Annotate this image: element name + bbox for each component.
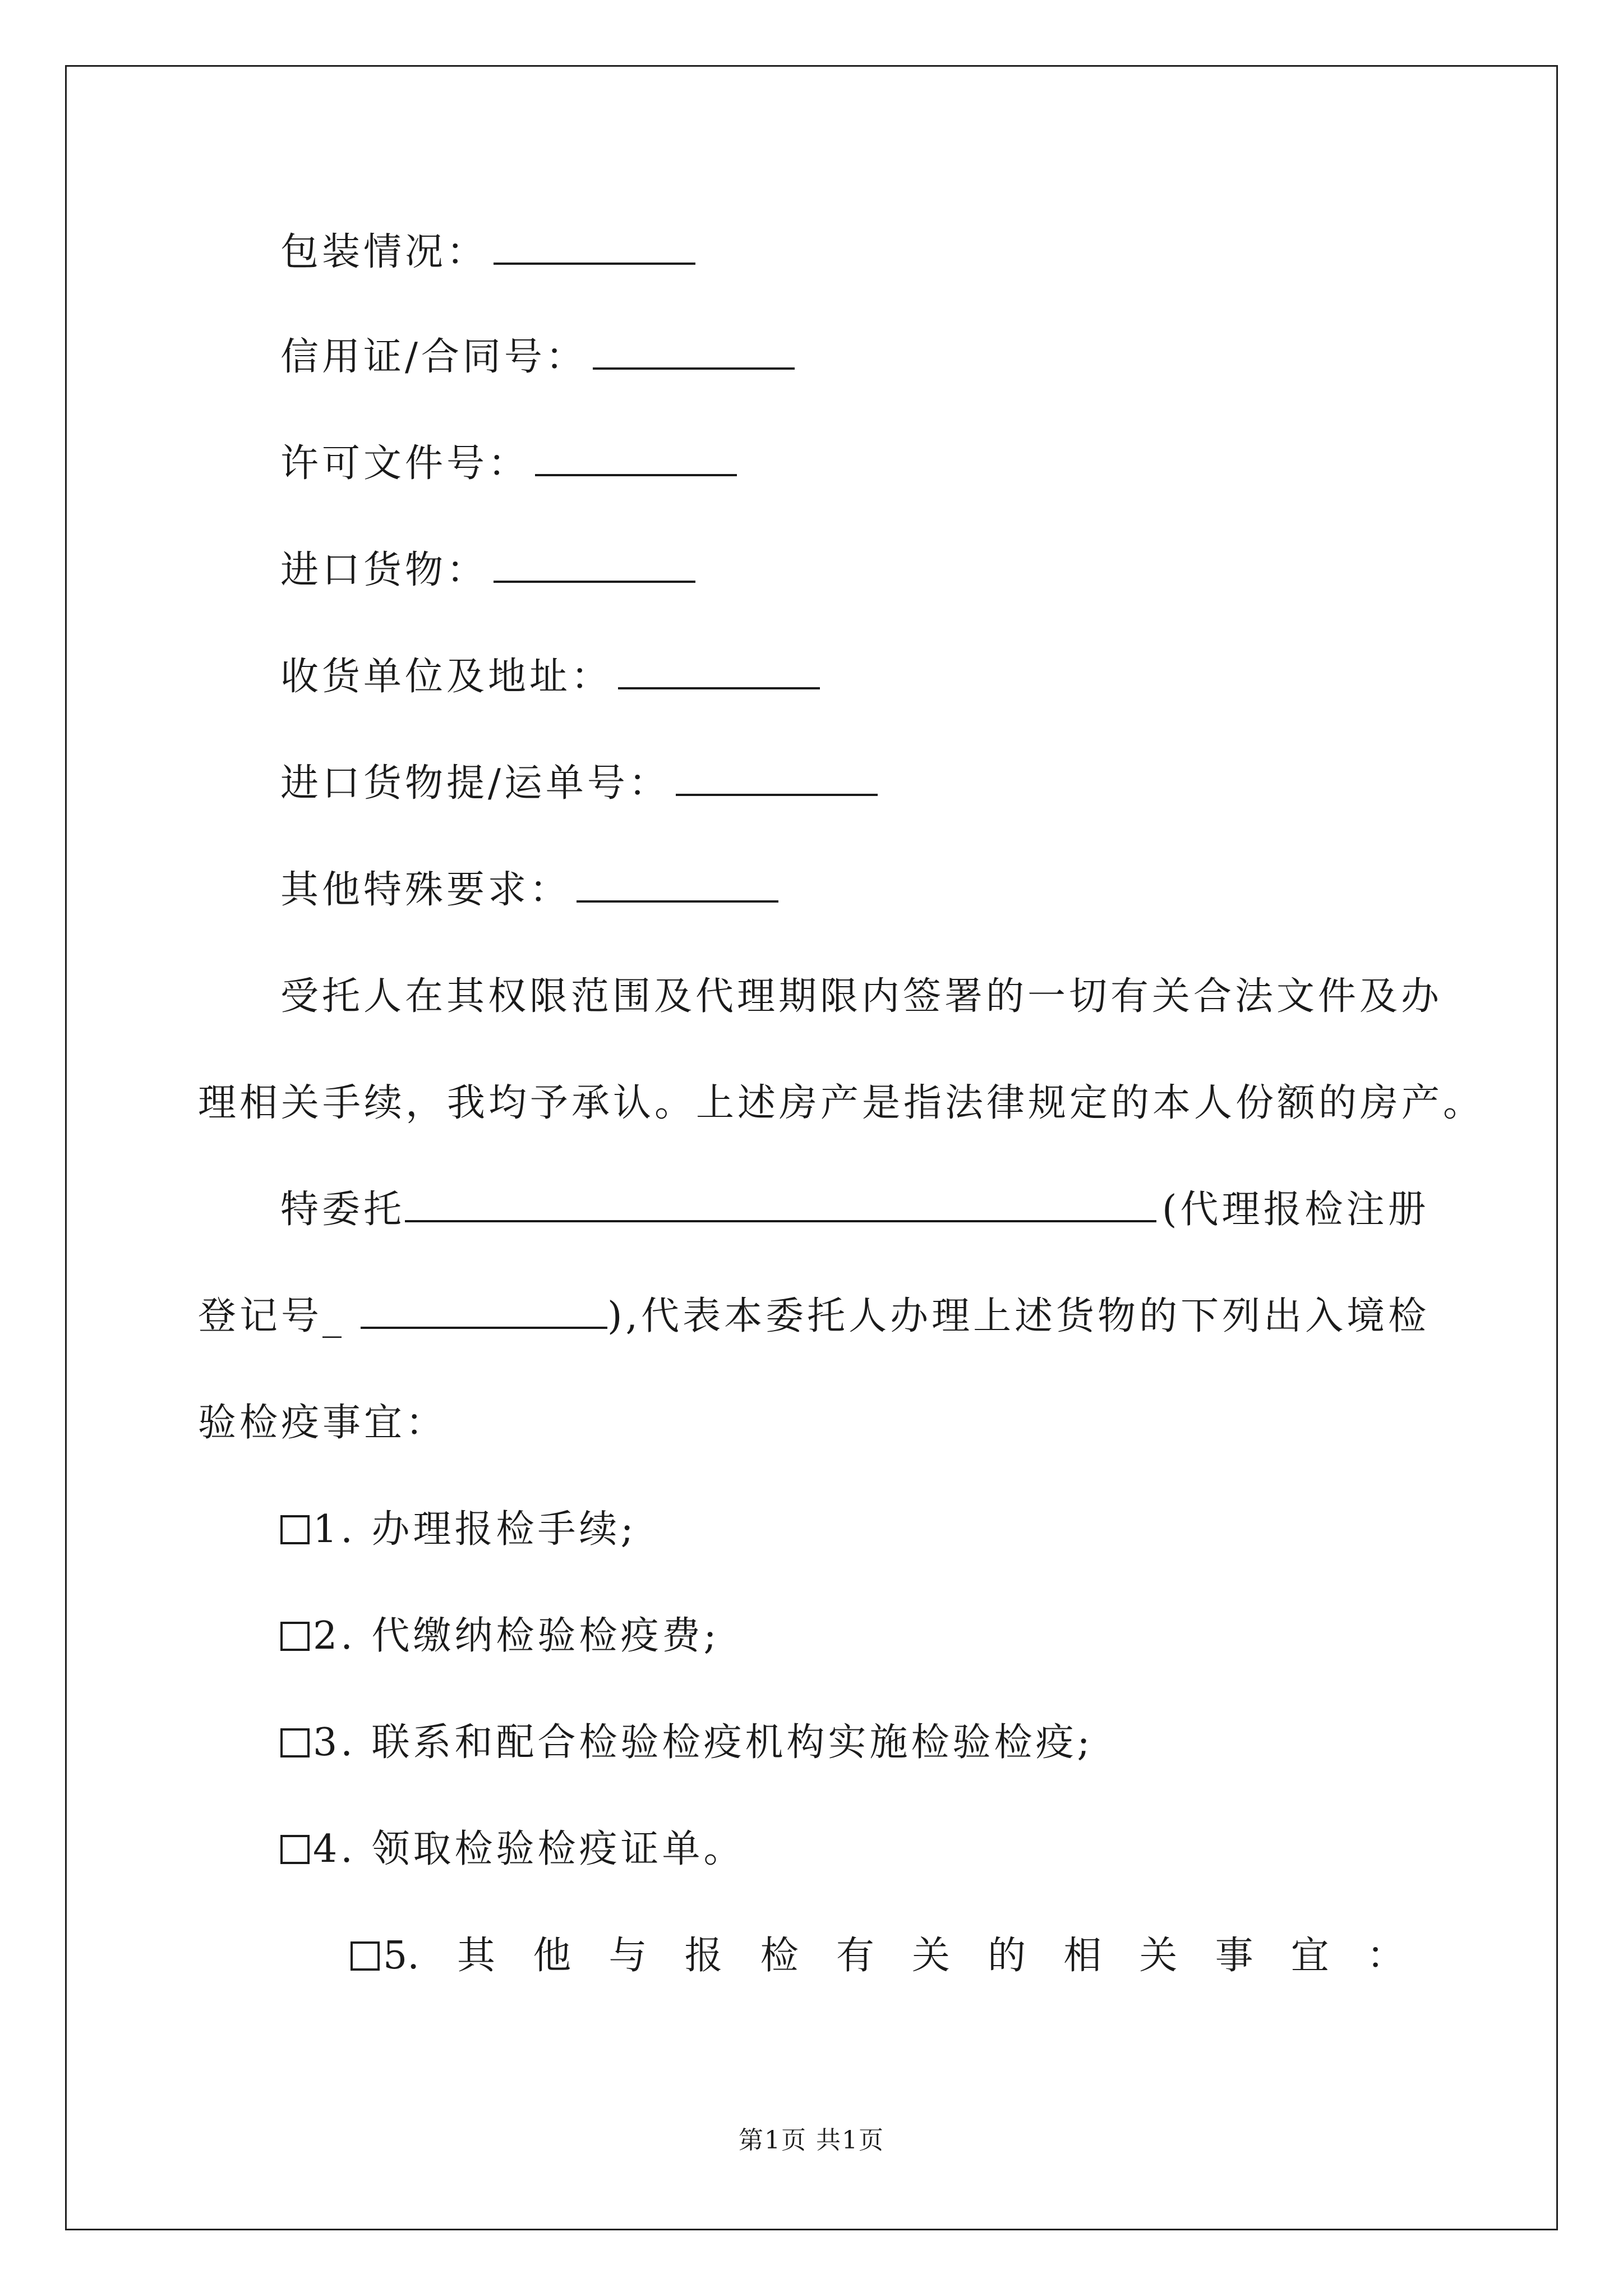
entrust-line-2 [198, 1294, 1430, 1339]
checkbox[interactable] [280, 1728, 310, 1757]
field-consignee [280, 655, 820, 700]
option-number: 5. [383, 1934, 419, 1978]
option-text: 代缴纳检验检疫费; [371, 1614, 720, 1658]
field-label: 收货单位及地址： [280, 655, 613, 699]
field-label: 包装情况： [280, 230, 488, 274]
option-5-head [351, 1934, 419, 1978]
option-number: 4. [313, 1827, 356, 1871]
option-5-char: 关 [911, 1934, 950, 1978]
fill-blank[interactable] [535, 441, 737, 476]
option-5-char: 宜 [1290, 1934, 1329, 1978]
option-2 [280, 1614, 720, 1659]
fill-blank[interactable] [577, 868, 778, 903]
page-frame [65, 65, 1558, 2230]
field-packaging [280, 230, 695, 275]
fill-blank[interactable] [494, 230, 695, 265]
checkbox[interactable] [280, 1835, 310, 1864]
option-5-char: 有 [836, 1934, 874, 1978]
option-number: 1. [313, 1507, 356, 1552]
agent-name-blank[interactable] [405, 1188, 1156, 1222]
option-text: 领取检验检疫证单。 [371, 1827, 745, 1871]
page-number-footer: 第1页 共1页 [739, 2126, 884, 2155]
field-label: 许可文件号： [280, 441, 530, 486]
fill-blank[interactable] [618, 655, 820, 689]
option-5-char: 报 [684, 1934, 723, 1978]
option-5-char: 关 [1139, 1934, 1178, 1978]
option-5-char: 相 [1063, 1934, 1102, 1978]
option-1 [280, 1507, 637, 1552]
field-bill-of-lading [280, 761, 878, 806]
field-special-requirements [280, 868, 778, 913]
option-number: 2. [313, 1614, 356, 1658]
checkbox[interactable] [280, 1622, 310, 1651]
field-label: 进口货物提/运单号： [280, 761, 670, 806]
entrust-suffix: (代理报检注册 [1162, 1188, 1430, 1232]
option-text: 办理报检手续; [371, 1507, 637, 1552]
option-5-char: 其 [457, 1934, 496, 1978]
registration-prefix: 登记号_ [198, 1294, 345, 1338]
checkbox[interactable] [280, 1515, 310, 1544]
option-3 [280, 1720, 1093, 1765]
option-5-char: 检 [760, 1934, 799, 1978]
option-5 [351, 1934, 1405, 1978]
option-5-char: 的 [988, 1934, 1026, 1978]
option-text: 联系和配合检验检疫机构实施检验检疫; [371, 1720, 1094, 1765]
option-number: 3. [313, 1720, 356, 1765]
fill-blank[interactable] [494, 548, 695, 583]
option-5-char: 他 [533, 1934, 571, 1978]
entrust-line-3: 验检疫事宜： [198, 1401, 448, 1445]
registration-number-blank[interactable] [361, 1294, 607, 1329]
field-imported-goods [280, 548, 695, 593]
fill-blank[interactable] [593, 335, 795, 370]
field-label: 进口货物： [280, 548, 488, 592]
field-license-number [280, 441, 737, 486]
field-credit-contract [280, 335, 795, 380]
fill-blank[interactable] [676, 761, 878, 796]
paragraph-line-1: 受托人在其权限范围及代理期限内签署的一切有关合法文件及办 [280, 974, 1443, 1019]
registration-suffix: ),代表本委托人办理上述货物的下列出入境检 [607, 1294, 1430, 1338]
entrust-prefix: 特委托 [280, 1188, 405, 1232]
paragraph-line-2: 理相关手续，我均予承认。上述房产是指法律规定的本人份额的房产。 [198, 1081, 1485, 1125]
option-5-char: ： [1366, 1934, 1405, 1978]
option-5-char: 事 [1215, 1934, 1253, 1978]
checkbox[interactable] [351, 1941, 380, 1971]
entrust-line-1 [280, 1188, 1430, 1232]
field-label: 信用证/合同号： [280, 335, 587, 379]
option-4 [280, 1827, 745, 1872]
option-5-char: 与 [608, 1934, 647, 1978]
field-label: 其他特殊要求： [280, 868, 571, 912]
